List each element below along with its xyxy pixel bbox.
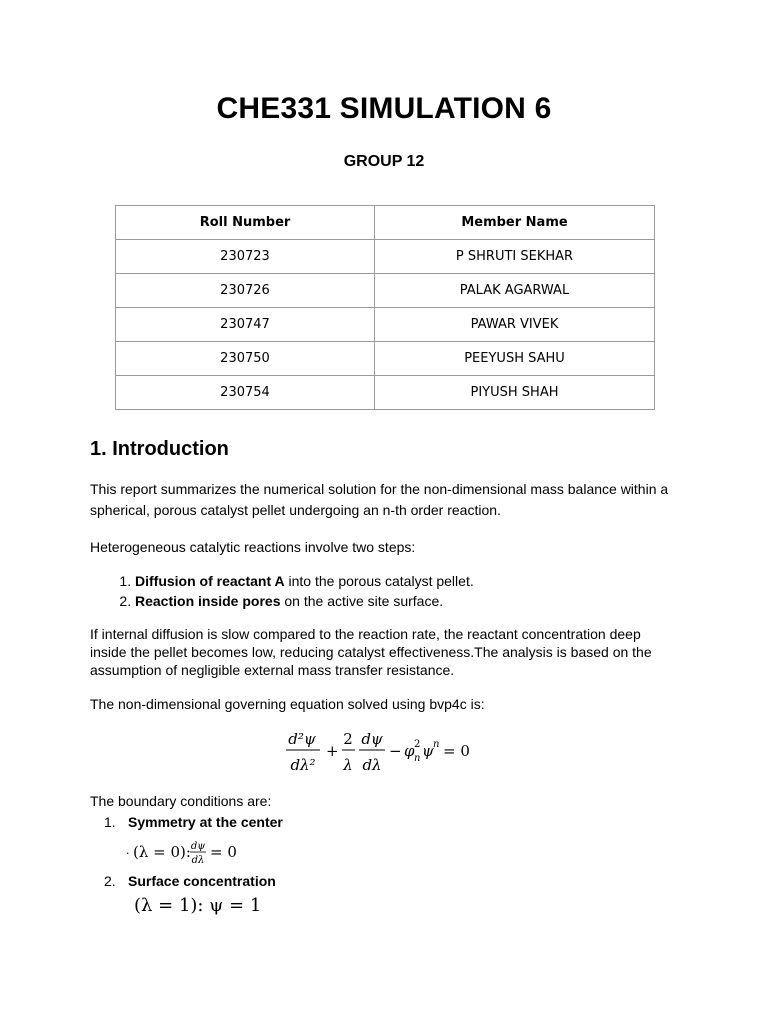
bc-label-text: Surface concentration xyxy=(128,873,276,889)
members-table xyxy=(115,205,655,410)
member-name-cell: P SHRUTI SEKHAR xyxy=(375,240,655,274)
bc1-denominator: dλ xyxy=(191,855,205,866)
eq-phi-sub: n xyxy=(414,753,421,764)
bc-symmetry-label xyxy=(104,814,283,830)
step-bold-text: Reaction inside pores xyxy=(135,593,281,609)
roll-number-header: Roll Number xyxy=(116,206,375,240)
bc-number: 2. xyxy=(104,873,116,889)
eq-numerator-d2psi: d²ψ xyxy=(288,730,316,748)
group-label: GROUP 12 xyxy=(343,153,425,170)
equation-intro-paragraph: The non-dimensional governing equation solved using bvp4c is: xyxy=(90,696,485,712)
steps-list xyxy=(90,571,474,611)
boundary-intro-paragraph: The boundary conditions are: xyxy=(90,793,272,809)
list-item xyxy=(135,571,474,591)
bc1-rhs: = 0 xyxy=(210,843,237,861)
table-row xyxy=(116,376,655,410)
eq-phi: φ xyxy=(404,742,415,760)
step-bold-text: Diffusion of reactant A xyxy=(135,573,285,589)
introduction-heading: 1. Introduction xyxy=(90,438,229,460)
step-text: into the porous catalyst pellet. xyxy=(284,573,474,589)
eq-equals-zero: = 0 xyxy=(443,742,470,760)
list-item xyxy=(135,591,474,611)
eq-two: 2 xyxy=(343,730,353,748)
bc1-equation xyxy=(124,836,244,868)
roll-number-cell: 230726 xyxy=(116,274,375,308)
eq-psi: ψ xyxy=(422,742,434,760)
bc1-numerator: dψ xyxy=(190,841,206,852)
table-row xyxy=(116,308,655,342)
bc1-dot: · xyxy=(126,847,130,860)
eq-plus: + xyxy=(326,742,339,760)
eq-psi-sup: n xyxy=(433,739,440,750)
document-title: CHE331 SIMULATION 6 xyxy=(216,92,552,125)
eq-phi-sup: 2 xyxy=(414,739,421,750)
eq-dpsi: dψ xyxy=(361,730,383,748)
roll-number-cell: 230754 xyxy=(116,376,375,410)
steps-intro-paragraph: Heterogeneous catalytic reactions involve two steps: xyxy=(90,539,416,555)
eq-dlambda: dλ xyxy=(362,756,382,774)
step-text: on the active site surface. xyxy=(280,593,444,609)
roll-number-cell: 230723 xyxy=(116,240,375,274)
member-name-cell: PEEYUSH SAHU xyxy=(375,342,655,376)
table-header-row xyxy=(116,206,655,240)
diffusion-paragraph: If internal diffusion is slow compared to the reaction rate, the reactant concentration deep inside the pellet becomes low, reducing catalyst effectiveness.The analysis is based on the assumption of negligible external mass transfer resistance. xyxy=(90,626,652,678)
member-name-cell: PALAK AGARWAL xyxy=(375,274,655,308)
bc1-lhs: (λ = 0): xyxy=(133,843,191,861)
member-name-cell: PAWAR VIVEK xyxy=(375,308,655,342)
table-row xyxy=(116,342,655,376)
governing-equation xyxy=(280,722,490,782)
roll-number-cell: 230747 xyxy=(116,308,375,342)
member-name-cell: PIYUSH SHAH xyxy=(375,376,655,410)
eq-minus: − xyxy=(389,742,402,760)
roll-number-cell: 230750 xyxy=(116,342,375,376)
bc-label-text: Symmetry at the center xyxy=(128,814,283,830)
eq-denominator-dl2: dλ² xyxy=(290,756,316,774)
table-row xyxy=(116,240,655,274)
bc-surface-label xyxy=(104,873,276,889)
eq-lambda: λ xyxy=(343,756,353,774)
table-row xyxy=(116,274,655,308)
member-name-header: Member Name xyxy=(375,206,655,240)
intro-paragraph: This report summarizes the numerical solution for the non-dimensional mass balance within a spherical, porous catalyst pellet undergoing an n-th order reaction. xyxy=(90,481,669,518)
bc2-equation: (λ = 1): ψ = 1 xyxy=(134,895,262,916)
bc-number: 1. xyxy=(104,814,116,830)
